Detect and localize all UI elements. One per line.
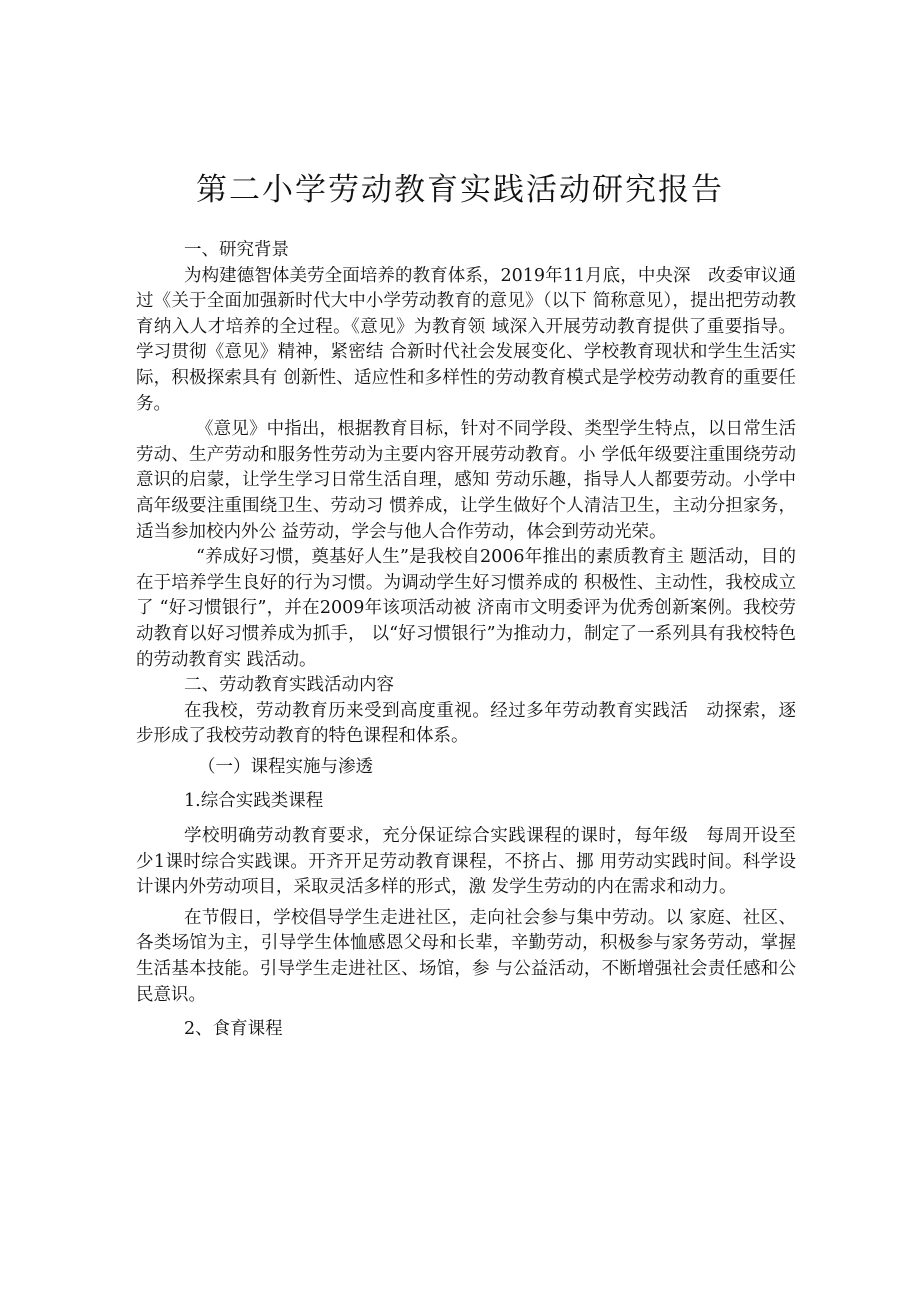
document-body — [136, 238, 796, 1043]
paragraph: 在节假日，学校倡导学生走进社区，走向社会参与集中劳动。以 家庭、社区、各类场馆为主，引导学生体恤感恩父母和长辈，辛勤劳动，积极参与家务劳动，掌握生活基本技能。引导学生走进社区、场馆，参 与公益活动，不断增强社会责任感和公民意识。 — [136, 907, 796, 1005]
paragraph: 为构建德智体美劳全面培养的教育体系，2019年11月底，中央深 改委审议通过《关于全面加强新时代大中小学劳动教育的意见》（以下 简称意见），提出把劳动教育纳入人才培养的全过程。《意见》为教育领 域深入开展劳动教育提供了重要指导。学习贯彻《意见》精神，紧密结 合新时代社会发展变化、学校教育现状和学生生活实际，积极探索具有 创新性、适应性和多样性的劳动教育模式是学校劳动教育的重要任务。 — [136, 265, 796, 414]
document-title: 第二小学劳动教育实践活动研究报告 — [196, 172, 724, 208]
item-heading: 2、食育课程 — [184, 1019, 283, 1040]
paragraph: 在我校，劳动教育历来受到高度重视。经过多年劳动教育实践活 动探索，逐步形成了我校劳动教育的特色课程和体系。 — [136, 700, 796, 747]
paragraph: 《意见》中指出，根据教育目标，针对不同学段、类型学生特点，以日常生活劳动、生产劳动和服务性劳动为主要内容开展劳动教育。小 学低年级要注重围绕劳动意识的启蒙，让学生学习日常生活自理，感知 劳动乐趣，指导人人都要劳动。小学中高年级要注重围绕卫生、劳动习 惯养成，让学生做好个人清洁卫生，主动分担家务，适当参加校内外公 益劳动，学会与他人合作劳动，体会到劳动光荣。 — [136, 419, 796, 542]
paragraph: “养成好习惯，奠基好人生”是我校自2006年推出的素质教育主 题活动，目的在于培养学生良好的行为习惯。为调动学生好习惯养成的 积极性、主动性，我校成立了 “好习惯银行”，并在2009年该项活动被 济南市文明委评为优秀创新案例。我校劳动教育以好习惯养成为抓手， 以“好习惯银行”为推动力，制定了一系列具有我校特色的劳动教育实 践活动。 — [136, 547, 796, 670]
item-heading: 1.综合实践类课程 — [184, 791, 324, 812]
paragraph: 学校明确劳动教育要求，充分保证综合实践课程的课时，每年级 每周开设至少1课时综合实践课。开齐开足劳动教育课程，不挤占、挪 用劳动实践时间。科学设计课内外劳动项目，采取灵活多样的形式，激 发学生劳动的内在需求和动力。 — [136, 826, 796, 898]
subsection-heading: （一）课程实施与渗透 — [198, 756, 373, 777]
section-heading-background: 一、研究背景 — [184, 240, 289, 260]
section-heading-activities: 二、劳动教育实践活动内容 — [184, 675, 394, 696]
